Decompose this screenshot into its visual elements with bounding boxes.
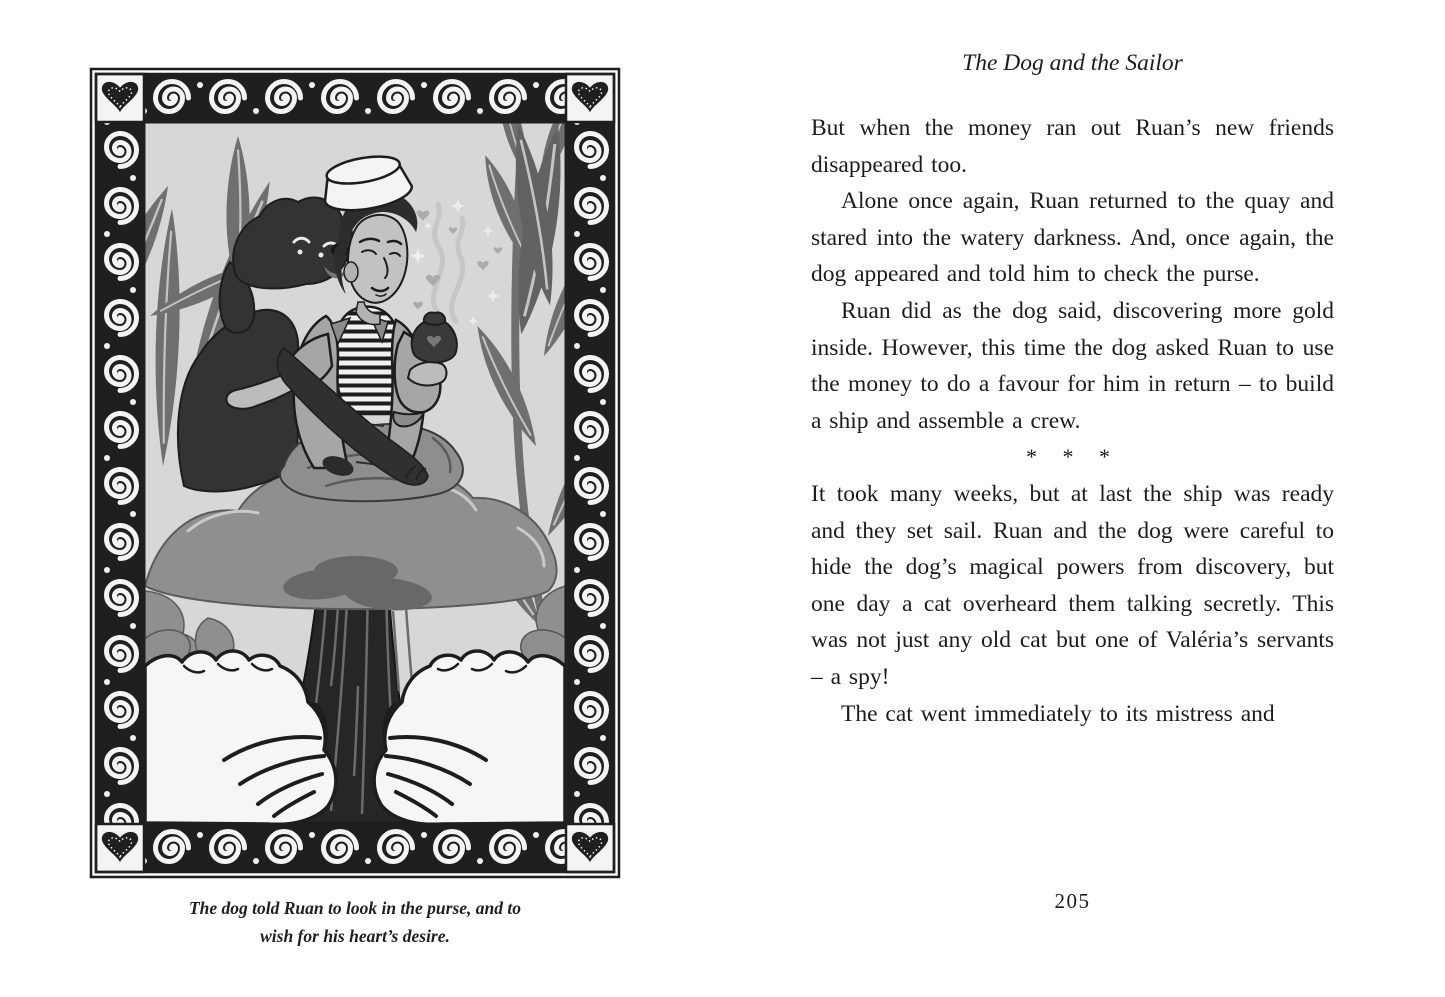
ear [344,262,358,282]
paragraph: It took many weeks, but at last the ship was ready and they set sail. Ruan and the dog were careful to hide the dog’s magical powers from discovery, but one day a cat overheard them talking secretly. This was not just any old cat but one of Valéria’s servants – a spy! [811,480,1334,690]
caption-line-1: The dog told Ruan to look in the purse, and to [188,898,522,918]
illustration-caption [60,894,650,950]
left-page [0,0,722,997]
story-text [811,110,1334,732]
caption-line-2: wish for his heart’s desire. [260,926,450,946]
paragraph: The cat went immediately to its mistress and [841,700,1275,727]
scene-break: * * * [1026,444,1119,470]
story-illustration-plate [88,66,622,880]
running-header: The Dog and the Sailor [962,50,1183,76]
paragraph: Alone once again, Ruan returned to the quay and stared into the watery darkness. And, once again, the dog appeared and told him to check the purse. [811,188,1334,288]
page-number: 205 [1054,889,1091,913]
paragraph: But when the money ran out Ruan’s new friends disappeared too. [811,115,1334,178]
sailor-and-dog-illustration [88,66,622,880]
paragraph: Ruan did as the dog said, discovering more gold inside. However, this time the dog asked Ruan to use the money to do a favour for him in return – to build a ship and assemble a crew. [811,297,1334,434]
illustration-scene [88,76,622,824]
